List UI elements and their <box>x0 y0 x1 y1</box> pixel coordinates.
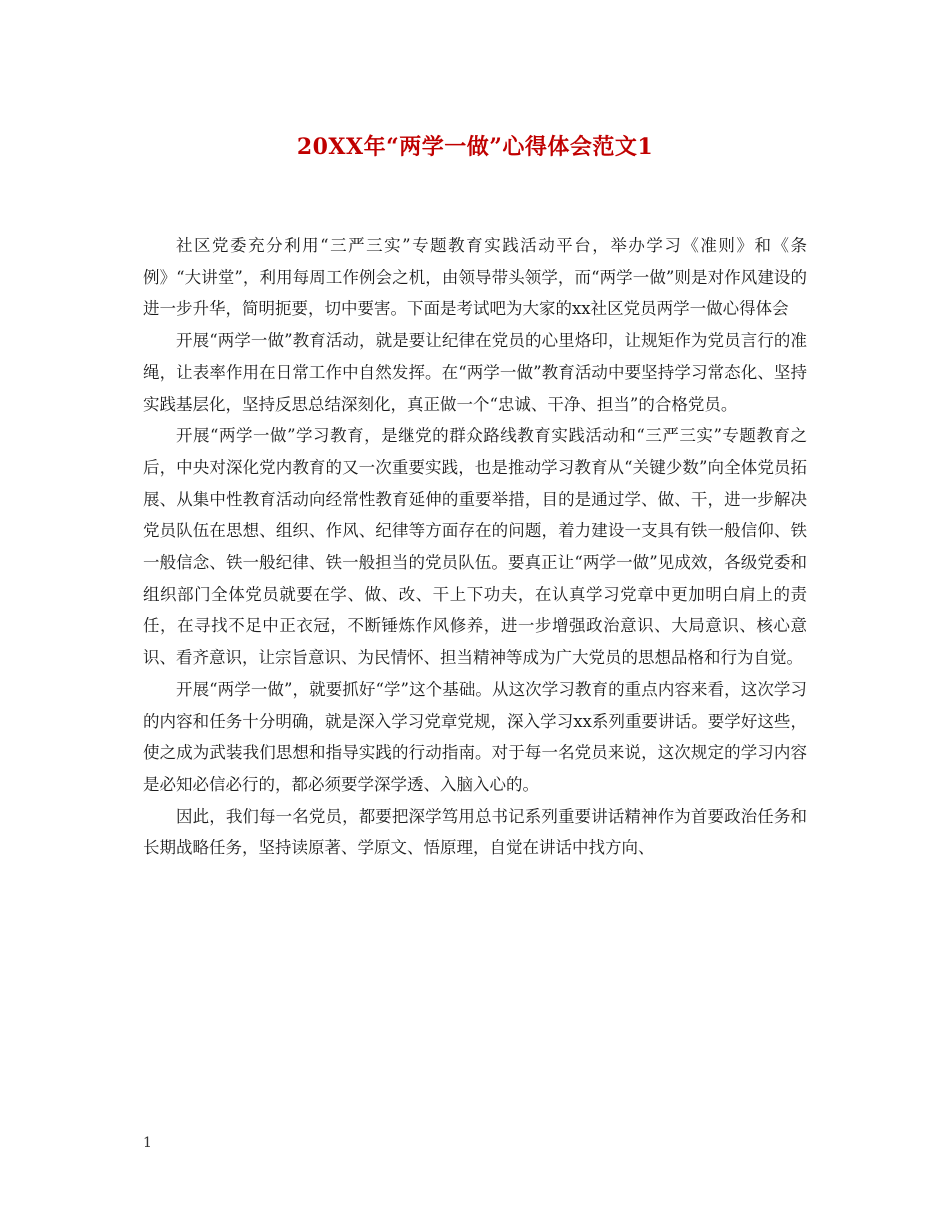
paragraph-2: 开展“两学一做”教育活动，就是要让纪律在党员的心里烙印，让规矩作为党员言行的准绳，让表率作用在日常工作中自然发挥。在“两学一做”教育活动中要坚持学习常态化、坚持实践基层化，坚持反思总结深刻化，真正做一个“忠诚、干净、担当”的合格党员。 <box>143 331 807 414</box>
paragraph-3: 开展“两学一做”学习教育，是继党的群众路线教育实践活动和“三严三实”专题教育之后，中央对深化党内教育的又一次重要实践，也是推动学习教育从“关键少数”向全体党员拓展、从集中性教育活动向经常性教育延伸的重要举措，目的是通过学、做、干，进一步解决党员队伍在思想、组织、作风、纪律等方面存在的问题，着力建设一支具有铁一般信仰、铁一般信念、铁一般纪律、铁一般担当的党员队伍。要真正让“两学一做”见成效，各级党委和组织部门全体党员就要在学、做、改、干上下功夫，在认真学习党章中更加明白肩上的责任，在寻找不足中正衣冠，不断锤炼作风修养，进一步增强政治意识、大局意识、核心意识、看齐意识，让宗旨意识、为民情怀、担当精神等成为广大党员的思想品格和行为自觉。 <box>143 426 807 668</box>
paragraph-5: 因此，我们每一名党员，都要把深学笃用总书记系列重要讲话精神作为首要政治任务和长期战略任务，坚持读原著、学原文、悟原理，自觉在讲话中找方向、 <box>143 806 807 858</box>
paragraph-1: 社区党委充分利用“三严三实”专题教育实践活动平台，举办学习《准则》和《条例》“大讲堂”，利用每周工作例会之机，由领导带头领学，而“两学一做”则是对作风建设的进一步升华，简明扼要，切中要害。下面是考试吧为大家的xx社区党员两学一做心得体会 <box>143 236 807 319</box>
document-title: 20XX年“两学一做”心得体会范文1 <box>296 134 654 160</box>
paragraph-4: 开展“两学一做”，就要抓好“学”这个基础。从这次学习教育的重点内容来看，这次学习的内容和任务十分明确，就是深入学习党章党规，深入学习xx系列重要讲话。要学好这些，使之成为武装我们思想和指导实践的行动指南。对于每一名党员来说，这次规定的学习内容是必知必信必行的，都必须要学深学透、入脑入心的。 <box>143 679 807 794</box>
page-number: 1 <box>143 1135 152 1151</box>
document-body <box>143 230 807 864</box>
